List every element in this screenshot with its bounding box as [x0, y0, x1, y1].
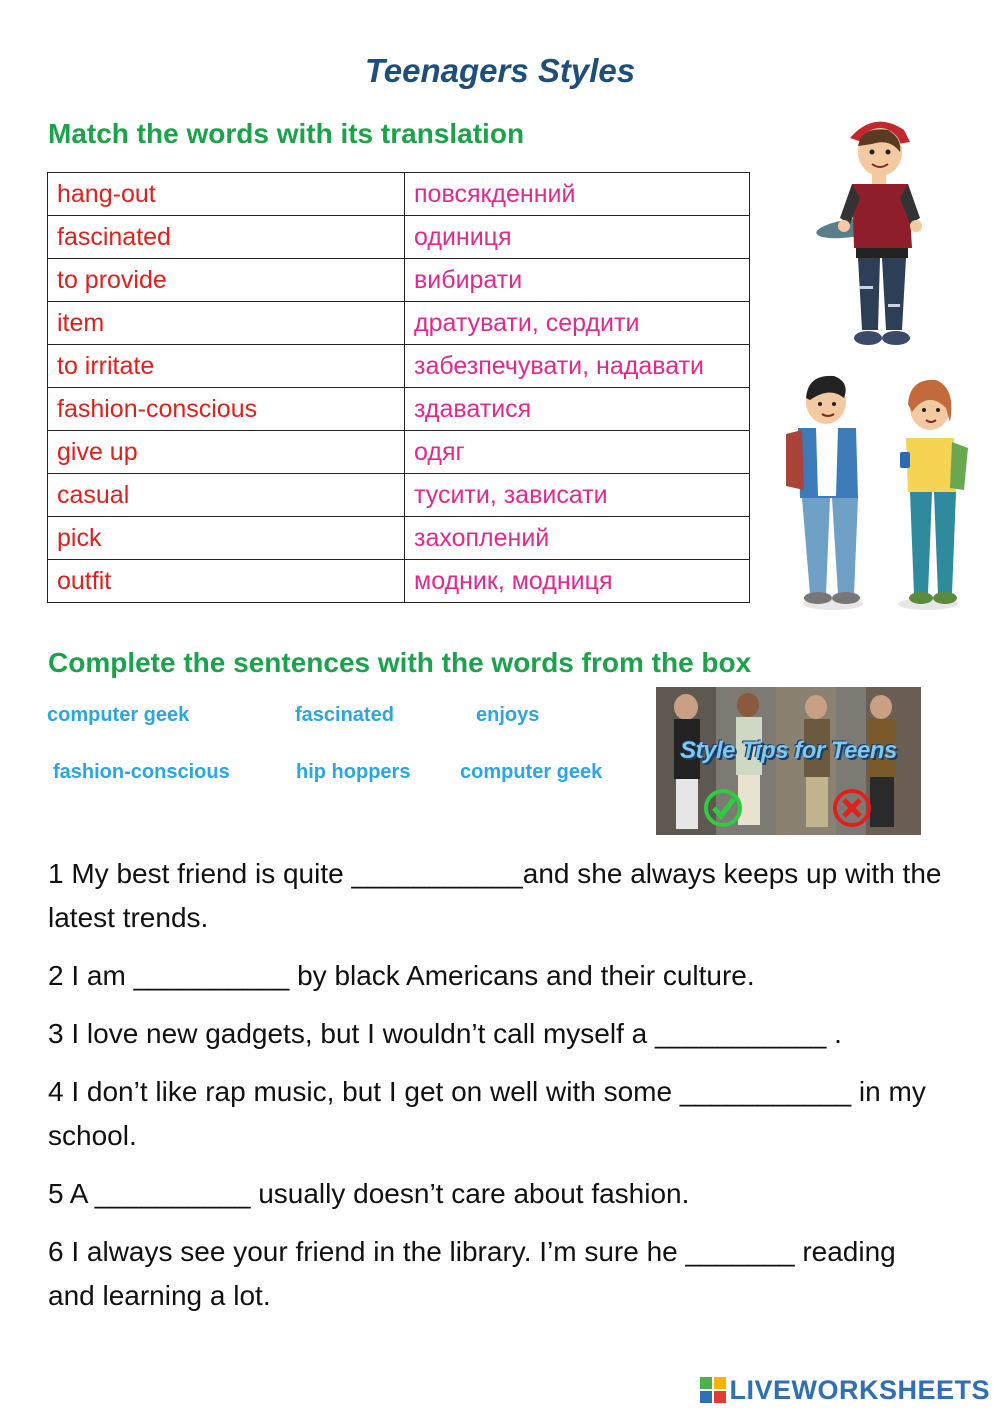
- translation-cell: дратувати, сердити: [405, 302, 750, 345]
- match-row: [48, 474, 750, 517]
- match-row: [48, 259, 750, 302]
- word-box-item: hip hoppers: [296, 761, 411, 783]
- english-word-cell: give up: [48, 431, 405, 474]
- word-box-item: computer geek: [460, 761, 603, 783]
- liveworksheets-logo-text: LIVEWORKSHEETS: [729, 1374, 990, 1405]
- english-word-cell: fashion-conscious: [48, 388, 405, 431]
- match-section-heading: Match the words with its translation: [48, 118, 525, 149]
- match-row: [48, 431, 750, 474]
- translation-cell: одяг: [405, 431, 750, 474]
- boy-with-skateboard-illustration: [812, 108, 942, 353]
- match-row: [48, 517, 750, 560]
- sentence-item: 2 I am __________ by black Americans and their culture.: [48, 960, 755, 991]
- translation-cell: захоплений: [405, 517, 750, 560]
- english-word-cell: pick: [48, 517, 405, 560]
- match-row: [48, 302, 750, 345]
- translation-cell: повсякденний: [405, 173, 750, 216]
- english-word-cell: to provide: [48, 259, 405, 302]
- english-word-cell: outfit: [48, 560, 405, 603]
- word-box-item: computer geek: [47, 704, 190, 726]
- complete-section-heading: Complete the sentences with the words from the box: [48, 647, 752, 678]
- translation-cell: одиниця: [405, 216, 750, 259]
- match-row: [48, 345, 750, 388]
- match-row: [48, 216, 750, 259]
- english-word-cell: item: [48, 302, 405, 345]
- translation-cell: модник, модниця: [405, 560, 750, 603]
- english-word-cell: to irritate: [48, 345, 405, 388]
- style-tips-photo: [656, 687, 921, 835]
- translation-cell: вибирати: [405, 259, 750, 302]
- liveworksheets-logo-icon: [700, 1377, 726, 1403]
- match-table: [47, 172, 750, 603]
- sentence-item: 6 I always see your friend in the library. I’m sure he _______ reading and learning a lot.: [48, 1236, 896, 1311]
- translation-cell: тусити, зависати: [405, 474, 750, 517]
- english-word-cell: hang-out: [48, 173, 405, 216]
- english-word-cell: casual: [48, 474, 405, 517]
- word-box-item: enjoys: [476, 704, 540, 726]
- sentences-list: [48, 852, 948, 1332]
- two-students-illustration: [778, 368, 973, 616]
- sentence-item: 3 I love new gadgets, but I wouldn’t call myself a ___________ .: [48, 1018, 842, 1049]
- style-tips-banner: Style Tips for Teens: [680, 737, 897, 764]
- english-word-cell: fascinated: [48, 216, 405, 259]
- match-row: [48, 388, 750, 431]
- match-row: [48, 173, 750, 216]
- word-box-item: fashion-conscious: [53, 761, 230, 783]
- sentence-item: 4 I don’t like rap music, but I get on well with some ___________ in my school.: [48, 1076, 926, 1151]
- match-row: [48, 560, 750, 603]
- sentence-item: 1 My best friend is quite ___________and she always keeps up with the latest trends.: [48, 858, 942, 933]
- word-box-item: fascinated: [295, 704, 394, 726]
- translation-cell: здаватися: [405, 388, 750, 431]
- sentence-item: 5 A __________ usually doesn’t care about fashion.: [48, 1178, 690, 1209]
- liveworksheets-logo: [700, 1375, 990, 1405]
- worksheet-title: Teenagers Styles: [364, 52, 636, 89]
- translation-cell: забезпечувати, надавати: [405, 345, 750, 388]
